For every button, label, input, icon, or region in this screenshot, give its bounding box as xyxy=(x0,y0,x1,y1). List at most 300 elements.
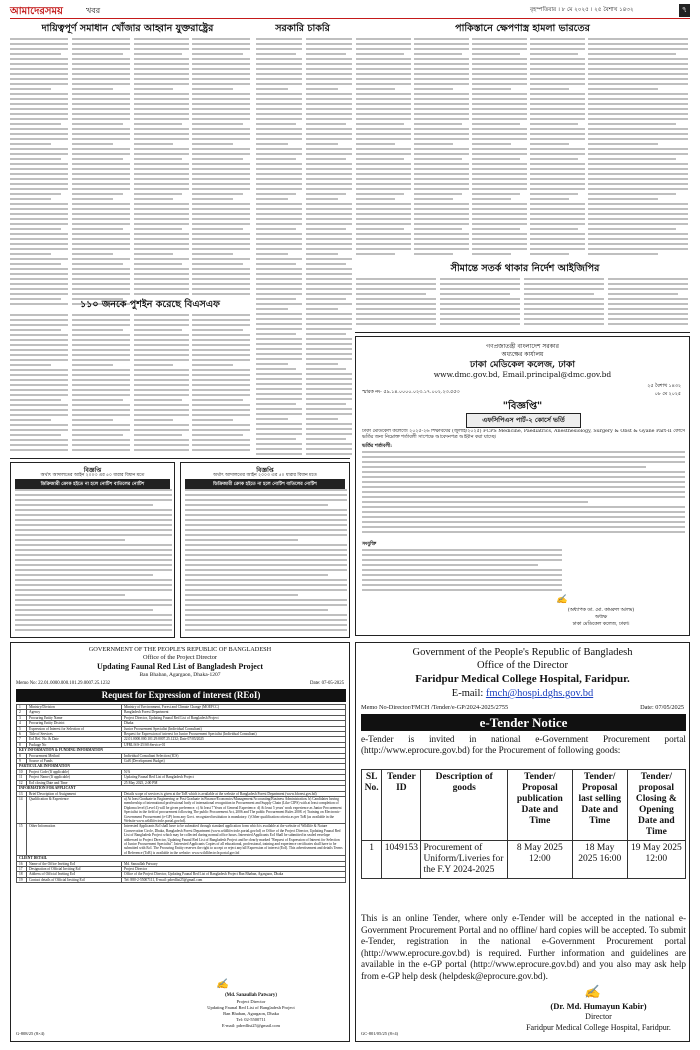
tender-email-label: E-mail: xyxy=(451,688,484,699)
text-line xyxy=(306,283,352,285)
text-line xyxy=(192,263,243,265)
notice-left-title: বিজ্ঞপ্তি xyxy=(83,467,102,474)
text-line xyxy=(134,238,189,240)
text-line xyxy=(72,444,130,446)
tender-column-header: SL No. xyxy=(362,770,382,841)
news-column-8 xyxy=(414,38,469,258)
text-line xyxy=(10,288,68,290)
notice-right-title: বিজ্ঞপ্তি xyxy=(256,467,274,474)
text-line xyxy=(134,263,182,265)
tender-body xyxy=(361,913,686,985)
text-line xyxy=(72,223,130,225)
text-line xyxy=(256,348,302,350)
text-line xyxy=(306,413,352,415)
text-line xyxy=(306,58,352,60)
text-line xyxy=(256,98,302,100)
text-line xyxy=(256,143,288,145)
text-line xyxy=(256,288,302,290)
text-line xyxy=(10,238,68,240)
reoi-table-cell: 15 xyxy=(17,824,27,856)
text-line xyxy=(588,48,688,50)
text-line xyxy=(10,334,68,336)
text-line xyxy=(256,378,302,380)
text-line xyxy=(134,248,189,250)
text-line xyxy=(414,208,469,210)
text-line xyxy=(10,434,61,436)
text-line xyxy=(10,158,61,160)
text-line xyxy=(192,138,250,140)
text-line xyxy=(306,168,352,170)
text-line xyxy=(192,359,250,361)
text-line xyxy=(414,163,469,165)
text-line xyxy=(134,434,182,436)
reoi-table-cell: Dhaka xyxy=(122,721,346,726)
text-line xyxy=(134,153,189,155)
text-line xyxy=(256,93,302,95)
text-line xyxy=(530,163,585,165)
text-line xyxy=(185,564,347,566)
reoi-table-cell: Other Information xyxy=(27,824,122,856)
reoi-table-cell: Procuring Entity Name xyxy=(27,715,122,720)
text-line xyxy=(256,233,302,235)
text-line xyxy=(192,103,250,105)
text-line xyxy=(414,148,469,150)
text-line xyxy=(362,511,685,513)
text-line xyxy=(256,388,302,390)
text-line xyxy=(356,68,411,70)
text-line xyxy=(10,424,68,426)
text-line xyxy=(72,88,113,90)
text-line xyxy=(524,303,604,305)
text-line xyxy=(256,38,302,40)
text-line xyxy=(306,418,338,420)
text-line xyxy=(10,384,68,386)
text-line xyxy=(134,83,189,85)
text-line xyxy=(192,293,250,295)
text-line xyxy=(256,43,302,45)
text-line xyxy=(588,198,658,200)
text-line xyxy=(588,188,688,190)
text-line xyxy=(192,98,250,100)
text-line xyxy=(192,374,250,376)
text-line xyxy=(185,599,347,601)
text-line xyxy=(530,143,569,145)
text-line xyxy=(530,148,585,150)
text-line xyxy=(256,443,302,445)
text-line xyxy=(530,198,569,200)
text-line xyxy=(306,298,346,300)
text-line xyxy=(306,348,352,350)
text-line xyxy=(588,43,688,45)
reoi-table-cell: Interested Applicants EoI shall have to be submitted through standard application form which is available at the website of Wildlife & Nature Conservation Circle, Dhaka, Bangladesh Forest Department (www.wildlifecircle.portal.gov.bd) or Office of the Project Director, Updating Faunal Red List of Bangladesh Project which may be collected during normal office hours. Interested Applicants EoI Shall be submitted in sealed envelope addressed to Project Director, Updating Faunal Red List of Bangladesh Project and be clearly marked "Request of Expression of Interest for Selection of Junior Procurement Specialist". Interested Applicants Copies of all educational, professional, training and experience certificates shall have to be submitted with EoI. The Procuring Entity reserves the right to accept or reject any/all Expression of interest (EoI). This advertisement and details Terms of Reference (ToR) is available in the website: www.wildlifecircle.portal.gov.bd xyxy=(122,824,346,856)
text-line xyxy=(524,323,604,325)
text-line xyxy=(134,354,189,356)
text-line xyxy=(588,248,688,250)
text-line xyxy=(10,399,61,401)
text-line xyxy=(185,514,347,516)
text-line xyxy=(306,293,352,295)
text-line xyxy=(472,58,527,60)
reoi-date: Date: 07-05-2025 xyxy=(310,681,344,686)
text-line xyxy=(472,208,527,210)
reoi-table-cell: Contact details of Official Inviting EoI xyxy=(27,877,122,882)
text-line xyxy=(72,319,130,321)
text-line xyxy=(72,213,130,215)
text-line xyxy=(134,444,189,446)
text-line xyxy=(72,163,130,165)
tender-table-row xyxy=(362,841,686,879)
text-line xyxy=(472,138,527,140)
text-line xyxy=(10,108,68,110)
text-line xyxy=(256,138,302,140)
text-line xyxy=(362,486,685,488)
text-line xyxy=(306,98,352,100)
text-line xyxy=(10,143,51,145)
text-line xyxy=(440,298,520,300)
text-line xyxy=(306,263,346,265)
text-line xyxy=(414,173,469,175)
reoi-section-heading: INFORMATION FOR APPLICANT xyxy=(17,786,346,791)
text-line xyxy=(192,354,250,356)
text-line xyxy=(356,63,411,65)
text-line xyxy=(306,153,352,155)
text-line xyxy=(192,108,250,110)
text-line xyxy=(356,248,411,250)
text-line xyxy=(306,443,352,445)
text-line xyxy=(530,238,585,240)
text-line xyxy=(192,198,233,200)
text-line xyxy=(414,68,469,70)
reoi-sig-5: E-mail: pdredlist25@gmail.com xyxy=(221,1023,281,1028)
text-line xyxy=(72,188,130,190)
text-line xyxy=(414,198,453,200)
text-line xyxy=(10,68,68,70)
text-line xyxy=(72,233,130,235)
text-line xyxy=(134,113,189,115)
text-line xyxy=(10,329,61,331)
text-line xyxy=(306,83,352,85)
text-line xyxy=(440,323,520,325)
reoi-table-cell: Md. Sanaullah Patwary xyxy=(122,861,346,866)
dmc-conditions-title: ভর্তির শর্তাবলী: xyxy=(362,443,393,449)
text-line xyxy=(72,123,123,125)
text-line xyxy=(15,494,172,496)
text-line xyxy=(10,188,68,190)
text-line xyxy=(472,118,527,120)
text-line xyxy=(356,133,411,135)
text-line xyxy=(72,334,130,336)
text-line xyxy=(134,48,189,50)
text-line xyxy=(256,53,296,55)
text-line xyxy=(134,98,189,100)
text-line xyxy=(588,243,688,245)
reoi-table-cell: 6 xyxy=(17,732,27,737)
text-line xyxy=(256,333,296,335)
text-line xyxy=(472,73,527,75)
text-line xyxy=(10,118,68,120)
tender-table-cell: 8 May 2025 12:00 xyxy=(508,841,573,879)
text-line xyxy=(530,233,585,235)
text-line xyxy=(134,108,189,110)
tender-column-header: Tender/ proposal Closing & Opening Date and Time xyxy=(627,770,685,841)
text-line xyxy=(72,329,123,331)
text-line xyxy=(530,133,585,135)
text-line xyxy=(134,359,189,361)
text-line xyxy=(530,183,585,185)
text-line xyxy=(72,168,130,170)
text-line xyxy=(72,258,130,260)
text-line xyxy=(256,58,302,60)
text-line xyxy=(530,83,585,85)
text-line xyxy=(306,123,346,125)
legal-notice-left xyxy=(10,462,175,638)
text-line xyxy=(306,188,352,190)
text-line xyxy=(414,218,469,220)
text-line xyxy=(356,128,411,130)
text-line xyxy=(256,268,302,270)
text-line xyxy=(356,108,411,110)
text-line xyxy=(10,414,68,416)
tender-email[interactable]: fmch@hospi.dghs.gov.bd xyxy=(485,688,594,699)
reoi-table-cell: 16 xyxy=(17,861,27,866)
text-line xyxy=(306,203,352,205)
text-line xyxy=(306,333,346,335)
text-line xyxy=(530,93,585,95)
text-line xyxy=(608,318,688,320)
reoi-table-cell: Project Director xyxy=(122,867,346,872)
text-line xyxy=(362,456,685,458)
text-line xyxy=(256,453,302,455)
text-line xyxy=(134,419,173,421)
dmc-notice-subtitle xyxy=(466,413,581,428)
text-line xyxy=(306,313,352,315)
text-line xyxy=(134,143,173,145)
text-line xyxy=(356,178,411,180)
tender-body-text: This is an online Tender, where only e-Tender will be accepted in the national e-Government Procurement Portal and no offline/ hard copies will be accepted. To submit e-Tender, registration in the national e-Government Procurement portal (http://www.eprocure.gov.bd) is required. Further information and guidelines are available in the e-GP portal (http://www.eprocure.gov.bd) and you also may ask help from e-GP help desk (helpdesk@eprocure.gov.bd). xyxy=(361,913,686,981)
text-line xyxy=(306,213,352,215)
text-line xyxy=(134,218,189,220)
text-line xyxy=(256,308,288,310)
text-line xyxy=(192,233,250,235)
news-column-13 xyxy=(72,314,130,454)
text-line xyxy=(306,233,352,235)
text-line xyxy=(588,73,688,75)
reoi-code: G-808/25 (8×4) xyxy=(16,1031,45,1036)
text-line xyxy=(72,324,130,326)
tender-table-cell: 19 May 2025 12:00 xyxy=(627,841,685,879)
text-line xyxy=(256,203,302,205)
text-line xyxy=(134,163,189,165)
reoi-table-cell: Brief Description of Assignment xyxy=(27,791,122,796)
text-line xyxy=(256,258,302,260)
text-line xyxy=(306,173,352,175)
text-line xyxy=(306,373,352,375)
text-line xyxy=(15,604,172,606)
text-line xyxy=(362,589,562,591)
text-line xyxy=(306,38,352,40)
text-line xyxy=(72,208,130,210)
text-line xyxy=(524,278,604,280)
reoi-table-cell: 8 xyxy=(17,753,27,758)
text-line xyxy=(530,98,585,100)
text-line xyxy=(192,248,250,250)
text-line xyxy=(362,564,538,566)
news-column-17 xyxy=(440,278,520,328)
text-line xyxy=(588,233,688,235)
text-line xyxy=(356,253,395,255)
text-line xyxy=(72,439,130,441)
reoi-table-cell: Ministry/Division xyxy=(27,705,122,710)
dmc-notice-title: "বিজ্ঞপ্তি" xyxy=(502,401,543,412)
text-line xyxy=(256,358,302,360)
text-line xyxy=(15,624,172,626)
text-line xyxy=(362,579,562,581)
text-line xyxy=(192,258,250,260)
news-column-15 xyxy=(192,314,250,454)
text-line xyxy=(10,173,68,175)
text-line xyxy=(588,118,688,120)
text-line xyxy=(306,193,346,195)
text-line xyxy=(306,183,352,185)
text-line xyxy=(10,364,51,366)
text-line xyxy=(414,118,469,120)
dmc-signer: (অধ্যাপক ডা. মো. কামরুল আলম) xyxy=(567,608,635,613)
text-line xyxy=(256,228,296,230)
text-line xyxy=(256,343,302,345)
text-line xyxy=(134,374,189,376)
text-line xyxy=(256,393,302,395)
dmc-attachments-title: সংযুক্তি xyxy=(362,541,377,547)
text-line xyxy=(72,68,130,70)
reoi-table-cell: GoB (Development Budget) xyxy=(122,759,346,764)
text-line xyxy=(356,98,411,100)
text-line xyxy=(134,128,189,130)
text-line xyxy=(15,629,172,631)
text-line xyxy=(306,278,352,280)
text-line xyxy=(524,318,604,320)
text-line xyxy=(134,369,189,371)
text-line xyxy=(362,549,562,551)
text-line xyxy=(588,63,688,65)
text-line xyxy=(10,258,68,260)
text-line xyxy=(362,526,685,528)
text-line xyxy=(356,213,411,215)
text-line xyxy=(134,283,189,285)
text-line xyxy=(72,424,130,426)
reoi-section-heading: CLIENT DETAIL xyxy=(17,856,346,861)
text-line xyxy=(192,278,250,280)
text-line xyxy=(10,298,61,300)
text-line xyxy=(414,158,462,160)
tender-column-header: Tender/ Proposal last selling Date and Time xyxy=(572,770,627,841)
tender-signer-title: Director xyxy=(585,1012,612,1021)
text-line xyxy=(256,418,288,420)
text-line xyxy=(530,243,585,245)
text-line xyxy=(414,238,469,240)
text-line xyxy=(72,83,130,85)
news-column-9 xyxy=(472,38,527,258)
text-line xyxy=(15,539,125,541)
text-line xyxy=(362,481,685,483)
text-line xyxy=(362,461,685,463)
text-line xyxy=(356,43,411,45)
text-line xyxy=(414,248,469,250)
text-line xyxy=(608,278,688,280)
text-line xyxy=(356,218,411,220)
page-number: ৭ xyxy=(679,4,690,17)
text-line xyxy=(256,113,302,115)
text-line xyxy=(10,354,68,356)
text-line xyxy=(306,178,352,180)
text-line xyxy=(192,193,243,195)
text-line xyxy=(530,188,585,190)
reoi-table-cell: 5 xyxy=(17,726,27,731)
text-line xyxy=(530,38,585,40)
tender-office: Office of the Director xyxy=(476,660,569,671)
text-line xyxy=(588,153,688,155)
text-line xyxy=(472,48,527,50)
text-line xyxy=(306,158,346,160)
text-line xyxy=(306,438,346,440)
text-line xyxy=(414,253,453,255)
text-line xyxy=(256,398,302,400)
text-line xyxy=(356,198,395,200)
text-line xyxy=(15,564,172,566)
text-line xyxy=(15,524,172,526)
text-line xyxy=(72,344,130,346)
text-line xyxy=(414,133,469,135)
reoi-table-cell: Expression of Interest for Selection of xyxy=(27,726,122,731)
text-line xyxy=(134,379,189,381)
tender-table-cell: 1 xyxy=(362,841,382,879)
text-line xyxy=(356,163,411,165)
reoi-memo: Memo No: 22.01.0000.000.101.29.0007.25.1232 xyxy=(16,681,111,686)
text-line xyxy=(472,123,520,125)
text-line xyxy=(134,233,189,235)
text-line xyxy=(362,584,562,586)
text-line xyxy=(10,43,68,45)
e-tender-advertisement xyxy=(355,642,690,1042)
news-divider xyxy=(10,458,350,459)
text-line xyxy=(72,218,130,220)
text-line xyxy=(306,343,352,345)
text-line xyxy=(306,128,352,130)
headline-india-strike: পাকিস্তানে ক্ষেপণাস্ত্র হামলা ভারতের xyxy=(455,23,590,34)
text-line xyxy=(72,128,130,130)
text-line xyxy=(414,178,469,180)
text-line xyxy=(306,63,352,65)
headline-pushin: ১১০ জনকে পুশইন করেছে বিএসএফ xyxy=(80,299,220,310)
text-line xyxy=(356,173,411,175)
text-line xyxy=(356,188,411,190)
text-line xyxy=(472,168,527,170)
text-line xyxy=(185,524,347,526)
text-line xyxy=(472,248,527,250)
text-line xyxy=(524,313,604,315)
text-line xyxy=(608,308,688,310)
text-line xyxy=(10,263,61,265)
text-line xyxy=(10,439,68,441)
text-line xyxy=(185,614,347,616)
text-line xyxy=(15,579,172,581)
news-column-11 xyxy=(588,38,688,258)
reoi-table-cell: Request for Expression of interest for Junior Procurement Specialist (Individual Consultant) xyxy=(122,732,346,737)
text-line xyxy=(256,368,296,370)
text-line xyxy=(414,83,469,85)
text-line xyxy=(588,168,688,170)
text-line xyxy=(192,449,250,451)
news-column-12 xyxy=(10,314,68,454)
